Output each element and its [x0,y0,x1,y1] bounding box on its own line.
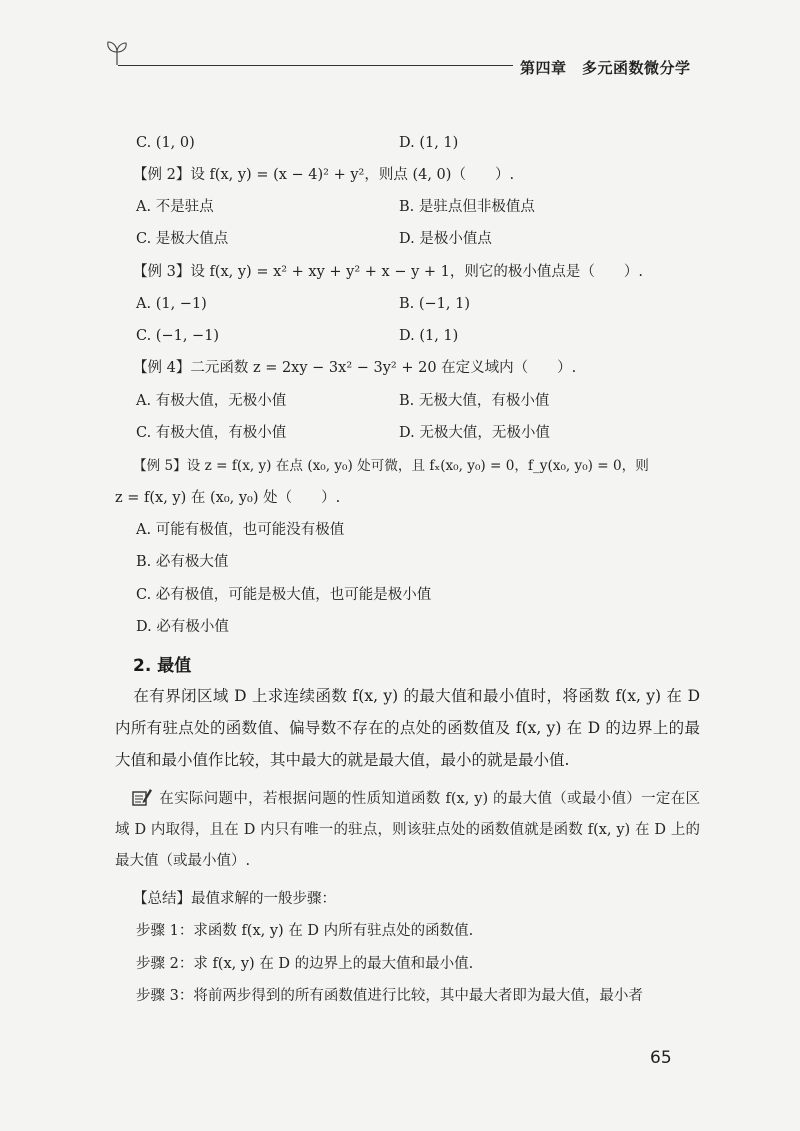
summary-heading: 【总结】最值求解的一般步骤： [133,891,336,907]
summary-step-1: 步骤 1：求函数 f(x, y) 在 D 内所有驻点处的函数值. [136,923,474,939]
header-rule [118,65,513,66]
example-5-stem-line-1: 【例 5】设 z = f(x, y) 在点 (x₀, y₀) 处可微，且 fₓ(x₀, y₀) = 0，f_y(x₀, y₀) = 0，则 [133,458,649,474]
example-2-option-b: B. 是驻点但非极值点 [399,199,535,215]
example-4-option-a: A. 有极大值，无极小值 [136,393,287,409]
example-3-option-b: B. (−1, 1) [399,296,471,312]
page-number: 65 [650,1048,672,1068]
summary-step-2: 步骤 2：求 f(x, y) 在 D 的边界上的最大值和最小值. [136,956,474,972]
example-5-option-a: A. 可能有极值，也可能没有极值 [136,522,345,538]
example-4-option-d: D. 无极大值，无极小值 [399,425,550,441]
chapter-title: 第四章 多元函数微分学 [520,59,691,77]
notepad-pencil-icon [131,787,153,807]
example-5-option-b: B. 必有极大值 [136,554,229,570]
example-3-stem: 【例 3】设 f(x, y) = x² + xy + y² + x − y + 1，则它的极小值点是（ ）. [133,264,643,280]
example-5-option-c: C. 必有极值，可能是极大值，也可能是极小值 [136,587,432,603]
note-text: 在实际问题中，若根据问题的性质知道函数 f(x, y) 的最大值（或最小值）一定在区域 D 内取得，且在 D 内只有唯一的驻点，则该驻点处的函数值就是函数 f(x, y) 在 D 上的最大值（或最小值）. [115,791,700,869]
example-3-option-c: C. (−1, −1) [136,328,220,344]
example-2-option-d: D. 是极小值点 [399,231,492,247]
option-d: D. (1, 1) [399,135,459,151]
example-4-option-c: C. 有极大值，有极小值 [136,425,287,441]
example-2-option-a: A. 不是驻点 [136,199,214,215]
summary-step-3: 步骤 3：将前两步得到的所有函数值进行比较，其中最大者即为最大值，最小者 [136,988,643,1004]
sprout-icon [106,40,128,66]
section-heading: 2. 最值 [133,656,192,676]
example-2-option-c: C. 是极大值点 [136,231,229,247]
example-4-option-b: B. 无极大值，有极小值 [399,393,550,409]
example-5-stem-line-2: z = f(x, y) 在 (x₀, y₀) 处（ ）. [115,490,341,506]
example-2-stem: 【例 2】设 f(x, y) = (x − 4)² + y²，则点 (4, 0)（ ）. [133,167,515,183]
example-3-option-a: A. (1, −1) [136,296,207,312]
section-paragraph-text: 在有界闭区域 D 上求连续函数 f(x, y) 的最大值和最小值时，将函数 f(x, y) 在 D 内所有驻点处的函数值、偏导数不存在的点处的函数值及 f(x, y) 在 D 的边界上的最大值和最小值作比较，其中最大的就是最大值，最小的就是最小值. [115,687,700,769]
note-block [115,784,700,877]
example-5-option-d: D. 必有极小值 [136,619,229,635]
example-4-stem: 【例 4】二元函数 z = 2xy − 3x² − 3y² + 20 在定义域内（ ）. [133,360,577,376]
option-c: C. (1, 0) [136,135,195,151]
section-paragraph [115,680,700,776]
example-3-option-d: D. (1, 1) [399,328,459,344]
